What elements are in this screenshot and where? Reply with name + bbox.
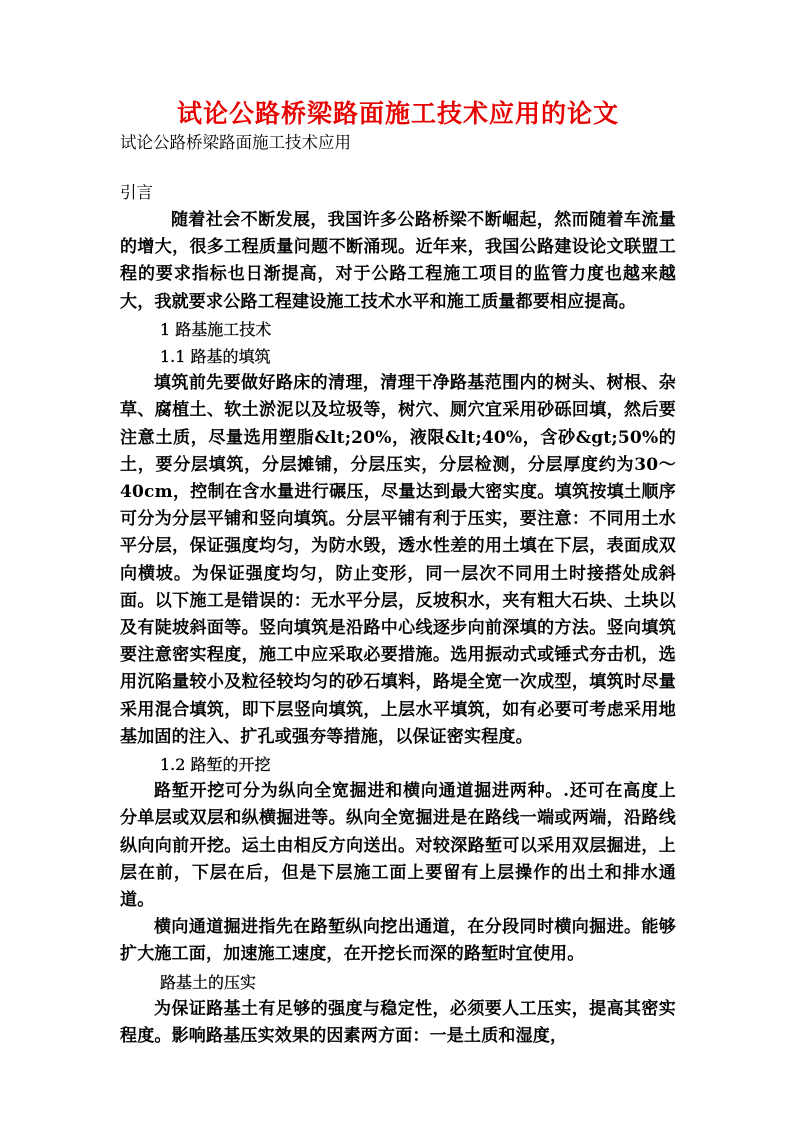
section-1-heading: 1 路基施工技术 (160, 319, 272, 339)
section-1-2-heading: 1.2 路堑的开挖 (160, 755, 271, 775)
section-1-2-paragraph-2: 横向通道掘进指先在路堑纵向挖出通道，在分段同时横向掘进。能够扩大施工面，加速施工速度，在开挖长而深的路堑时宜使用。 (120, 917, 676, 965)
section-1-1-paragraph: 填筑前先要做好路床的清理，清理干净路基范围内的树头、树根、杂草、腐植土、软土淤泥以及垃圾等，树穴、厕穴宜采用砂砾回填，然后要注意土质，尽量选用塑脂&lt;20%，液限&lt;40%，含砂&gt;50%的土，要分层填筑，分层摊铺，分层压实，分层检测，分层厚度约为30～40cm，控制在含水量进行碾压，尽量达到最大密实度。填筑按填土顺序可分为分层平铺和竖向填筑。分层平铺有利于压实，要注意：不同用土水平分层，保证强度均匀，为防水毁，透水性差的用土填在下层，表面成双向横坡。为保证强度均匀，防止变形，同一层次不同用土时接搭处成斜面。以下施工是错误的：无水平分层，反坡积水，夹有粗大石块、土块以及有陡坡斜面等。竖向填筑是沿路中心线逐步向前深填的方法。竖向填筑要注意密实程度，施工中应采取必要措施。选用振动式或锤式夯击机，选用沉陷量较小及粒径较均匀的砂石填料，路堤全宽一次成型，填筑时尽量采用混合填筑，即下层竖向填筑，上层水平填筑，如有必要可考虑采用地基加固的注入、扩孔或强夯等措施，以保证密实程度。 (120, 373, 676, 747)
document-subtitle: 试论公路桥梁路面施工技术应用 (120, 133, 351, 152)
intro-paragraph: 随着社会不断发展，我国许多公路桥梁不断崛起，然而随着车流量的增大，很多工程质量问题不断涌现。近年来，我国公路建设论文联盟工程的要求指标也日渐提高，对于公路工程施工项目的监管力度也越来越大，我就要求公路工程建设施工技术水平和施工质量都要相应提高。 (120, 210, 676, 312)
section-1-2-paragraph-1: 路堑开挖可分为纵向全宽掘进和横向通道掘进两种。.还可在高度上分单层或双层和纵横掘进等。纵向全宽掘进是在路线一端或两端，沿路线纵向向前开挖。运土由相反方向送出。对较深路堑可以采用双层掘进，上层在前，下层在后，但是下层施工面上要留有上层操作的出土和排水通道。 (120, 781, 676, 911)
compaction-heading: 路基土的压实 (160, 972, 257, 992)
compaction-paragraph: 为保证路基土有足够的强度与稳定性，必须要人工压实，提高其密实程度。影响路基压实效果的因素两方面：一是土质和湿度， (120, 998, 676, 1047)
document-title: 试论公路桥梁路面施工技术应用的论文 (176, 99, 619, 128)
section-1-1-heading: 1.1 路基的填筑 (160, 347, 271, 367)
blank-line (120, 154, 676, 182)
intro-heading: 引言 (120, 183, 153, 202)
document-page (120, 96, 676, 1050)
